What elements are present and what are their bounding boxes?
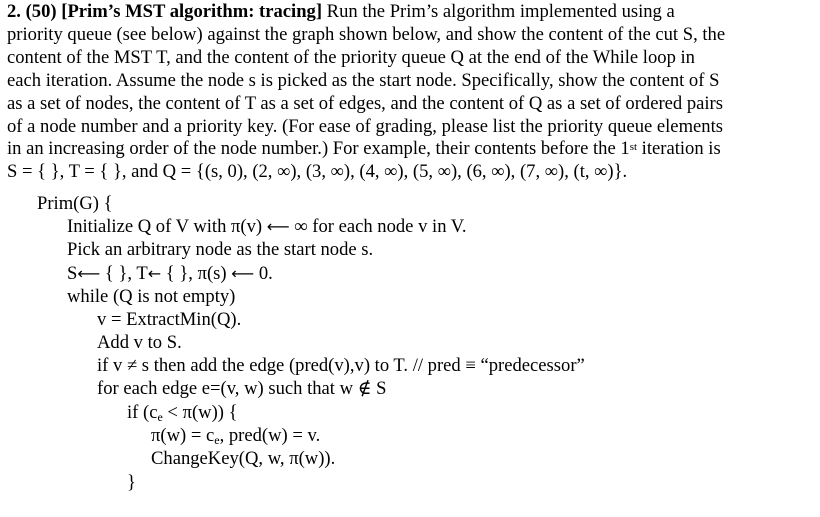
statement-line-6: of a node number and a priority key. (For ease of grading, please list the priority queue elements — [7, 115, 723, 137]
code-assign-zero: 0. — [254, 263, 273, 284]
left-arrow-icon: ← — [147, 264, 162, 283]
problem-title: [Prim’s MST algorithm: tracing] — [61, 1, 323, 22]
code-line-extractmin: v = ExtractMin(Q). — [97, 309, 242, 330]
code-line-close-brace: } — [127, 472, 136, 493]
statement-line-5: as a set of nodes, the content of T as a set of edges, and the content of Q as a set of ordered pairs — [7, 92, 723, 114]
statement-line-2: priority queue (see below) against the graph shown below, and show the content of the cut S, the — [7, 23, 726, 45]
code-subscript-e: e — [157, 410, 163, 424]
code-assign-t: { }, T — [100, 263, 148, 284]
code-line-pick-start: Pick an arbitrary node as the start node s. — [67, 239, 374, 260]
code-line-for-each: for each edge e=(v, w) such that w ∉ S — [97, 378, 387, 399]
code-line-add-edge: if v ≠ s then add the edge (pred(v),v) to T. // pred ≡ “predecessor” — [97, 355, 585, 376]
statement-line-1 — [7, 1, 815, 24]
problem-number: 2. — [7, 1, 21, 22]
ordinal-suffix: st — [629, 141, 638, 154]
left-arrow-icon: ⟵ — [231, 264, 255, 283]
code-line-prim-header: Prim(G) { — [37, 193, 113, 214]
code-line-while: while (Q is not empty) — [67, 286, 236, 307]
code-assign-pi: { }, π(s) — [161, 263, 232, 284]
statement-line-4: each iteration. Assume the node s is picked as the start node. Specifically, show the content of S — [7, 69, 720, 91]
code-subscript-e: e — [214, 433, 220, 447]
statement-line-8: S = { }, T = { }, and Q = {(s, 0), (2, ∞), (3, ∞), (4, ∞), (5, ∞), (6, ∞), (7, ∞), (t, ∞)}. — [7, 161, 628, 183]
code-initialize-text: Initialize Q of V with π(v) — [67, 216, 267, 237]
statement-text-1: Run the Prim’s algorithm implemented using a — [322, 1, 675, 22]
code-if-text: if (c — [127, 402, 158, 423]
code-update-rest: , pred(w) = v. — [219, 425, 321, 446]
code-line-changekey: ChangeKey(Q, w, π(w)). — [151, 448, 336, 469]
code-initialize-rest: for each node v in V. — [307, 216, 467, 237]
left-arrow-icon: ⟵ — [266, 217, 290, 236]
code-line-initialize — [67, 215, 466, 238]
statement-line-7-text: in an increasing order of the node number.) For example, their contents before the 1 — [7, 138, 630, 160]
problem-points: (50) — [25, 1, 57, 22]
infinity-symbol: ∞ — [289, 216, 308, 237]
left-arrow-icon: ⟵ — [77, 264, 101, 283]
code-if-rest: < π(w)) { — [162, 402, 238, 423]
statement-line-3: content of the MST T, and the content of the priority queue Q at the end of the While loop in — [7, 46, 695, 68]
problem-statement — [7, 1, 815, 184]
code-update-text: π(w) = c — [151, 425, 215, 446]
code-line-assignments — [67, 262, 273, 285]
statement-line-7 — [7, 138, 815, 161]
statement-line-7-end: iteration is — [637, 138, 721, 160]
code-assign-s: S — [67, 263, 78, 284]
code-line-add-to-s: Add v to S. — [97, 332, 182, 353]
